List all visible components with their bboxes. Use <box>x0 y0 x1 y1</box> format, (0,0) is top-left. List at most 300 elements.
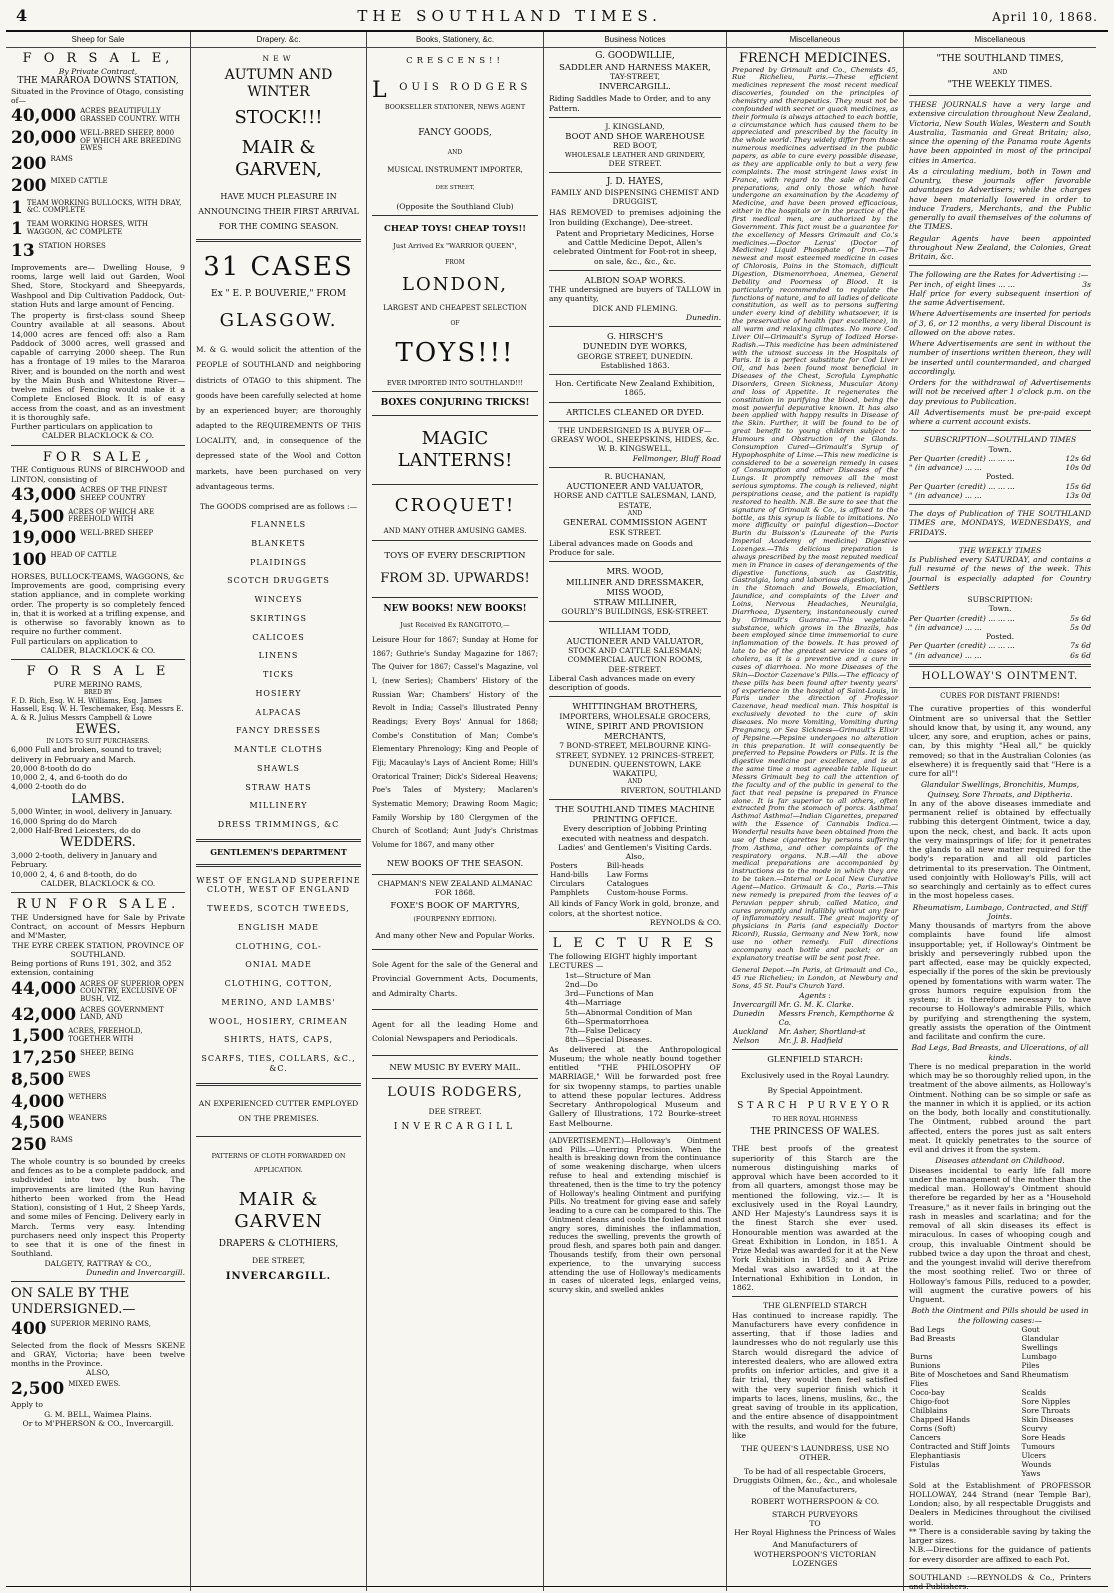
subscription-value: 7s 6d <box>1070 641 1091 651</box>
cell-left: Corns (Soft) <box>910 1424 956 1434</box>
business-addresses: 7 BOND-STREET, MELBOURNE KING-STREET, SYDNEY. 12 PRINCES-STREET, DUNEDIN. QUEENSTOWN, LAKE WAKATIPU, <box>555 741 715 779</box>
divider <box>549 799 721 800</box>
starch-sold: To be had of all respectable Grocers, Druggists Oilmen, &c., &c., and wholesale of the Manufacturers, <box>733 1466 897 1494</box>
bred-by: BRED BY <box>83 689 113 697</box>
column-header: Sheep for Sale <box>6 32 190 48</box>
rate-label: Per inch, of eight lines ... ... <box>909 279 1015 289</box>
gents-item: ENGLISH MADE <box>238 922 319 932</box>
cases-heading: 31 CASES <box>203 251 354 282</box>
cell-right: Skin Diseases <box>1021 1415 1074 1425</box>
ship-line: Ex " E. P. BOUVERIE," FROM <box>211 289 346 300</box>
drapery-body: M. & G. would solicit the attention of the PEOPLE of SOUTHLAND and neighboring districts of OTAGO to this shipment. The goods have been carefully selected at home by an experienced buyer; are thoroughly adapted to the REQUIREMENTS OF THIS LOCALITY, and, in consequence of the depressed state of the Wool and Cotton markets, have been purchased on very advantageous terms. <box>196 345 361 491</box>
divider <box>909 1568 1091 1569</box>
business-street: DEE STREET. <box>608 158 662 168</box>
business-name: W. B. KINGSWELL, <box>597 444 673 454</box>
cell-right: Tumours <box>1021 1442 1055 1452</box>
french-heading: FRENCH MEDICINES. <box>739 50 891 66</box>
subscription-row <box>909 454 1091 463</box>
ad-wood <box>549 566 721 616</box>
case-row <box>909 1325 1091 1334</box>
starch-body: THE best proofs of the greatest superiority of this Starch are the numerous distinguishing marks of approval which have been accorded to it from all quarters, amongst those may be mentioned the following, viz.:— It is exclusively used in the Royal Laundry, AND Her Majesty's Laundress says it is the finest Starch she ever used. Honourable mention was awarded at the Great Exhibition in London, in 1851. A Prize Medal was awarded for it at the New York Exhibition in 1853; and A Prize Medal was also awarded to it at the International Exhibition in London, in 1862. <box>732 1144 898 1292</box>
subscription-row <box>909 623 1091 632</box>
business-name-2: MISS WOOD, <box>606 586 664 597</box>
ointment-body: In any of the above diseases immediate and permanent relief is obtained by effectually rubbing this detergent Ointment, twice a day, upon the neck, chest, and back. It acts upon the very mainsprings of life; for it penetrates the glands to all new matter required for the body's reparation and all old particles detrimental to its preservation. The Ointment, used conjointly with Holloway's Pills, will act so searchingly and certainly as to effect cures in the most hopeless cases. <box>909 798 1091 901</box>
cell-right: Rheumatism <box>1021 1370 1069 1380</box>
breeders: F. D. Rich, Esq. W. H. Williams, Esq. James Hassell, Esq. W. H. Teschemaker, Esq. Messrs E. A. & R. Julius Messrs Campbell & Lowe <box>11 696 184 722</box>
lectures-heading: L E C T U R E S <box>552 936 718 952</box>
ad-buchanan <box>549 472 721 557</box>
case-row <box>909 1361 1091 1370</box>
wedder-line: 3,000 2-tooth, delivery in January and February. <box>11 851 158 870</box>
subscription-label: " (in advance) ... ... <box>909 622 982 632</box>
rodgers-trade: BOOKSELLER STATIONER, NEWS AGENT <box>384 103 526 112</box>
subscription-label: " (in advance) ... ... <box>909 650 982 660</box>
row-text: HEAD OF CATTLE <box>50 551 117 560</box>
divider <box>909 687 1091 688</box>
row-number: 44,000 <box>11 978 77 999</box>
column-miscellaneous-2 <box>904 32 1096 1591</box>
rate-note: Orders for the withdrawal of Advertisements will not be received after 1 o'clock p.m. on the day previous to Publication. <box>909 378 1091 406</box>
cell-right: Catalogues <box>606 879 649 889</box>
business-body: Liberal advances made on Goods and Produce for sale. <box>549 538 694 558</box>
rate-note: All Advertisements must be pre-paid except where a current account exists. <box>909 407 1091 426</box>
goods-item: SHAWLS <box>257 763 300 773</box>
divider <box>372 949 538 950</box>
cell-left: Hand-bills <box>550 870 589 880</box>
business-body: Every description of Jobbing Printing executed with neatness and despatch. <box>561 824 709 843</box>
case-row <box>909 1433 1091 1442</box>
lamb-line: 5,000 Winter, in wool, delivery in January. <box>11 807 173 817</box>
divider <box>549 172 721 173</box>
ad-heading: F O R S A L E, <box>22 50 174 66</box>
subscription-label: SUBSCRIPTION: <box>967 595 1033 604</box>
announcement: HAVE MUCH PLEASURE IN ANNOUNCING THEIR FIRST ARRIVAL FOR THE COMING SEASON. <box>198 192 359 232</box>
fancy-goods: FANCY GOODS, <box>418 128 492 139</box>
ad-whittingham <box>549 701 721 795</box>
goods-list <box>196 520 361 830</box>
case-row <box>909 1442 1091 1451</box>
printing-row <box>549 879 721 888</box>
case-row <box>909 1352 1091 1361</box>
row-number: 42,000 <box>11 1004 77 1025</box>
row-number: 4,500 <box>11 506 65 527</box>
number-row <box>11 128 185 153</box>
ad-french-medicines <box>732 51 898 1046</box>
posted-label: Posted. <box>985 472 1015 482</box>
cell-left: Elephantiasis <box>910 1451 961 1461</box>
ointment-sub-heading: Diseases attendant on Childhood. <box>935 1156 1065 1166</box>
row-text: WELL-BRED SHEEP <box>80 529 154 538</box>
divider <box>909 430 1091 431</box>
business-cert: Hon. Certificate New Zealand Exhibition, 1865. <box>555 379 715 398</box>
starch-manuf: And Manufacturers of <box>772 1540 858 1550</box>
lecture-item: 5th—Abnormal Condition of Man <box>565 1007 693 1017</box>
footer-town: INVERCARGILL. <box>225 1271 332 1283</box>
row-number: 4,500 <box>11 1113 65 1134</box>
divider <box>549 421 721 422</box>
business-name: WILLIAM TODD, <box>599 625 671 636</box>
business-name: J. KINGSLAND, <box>605 121 665 131</box>
patterns: PATTERNS OF CLOTH FORWARDED ON APPLICATION. <box>211 1152 346 1175</box>
book-list: Leisure Hour for 1867; Sunday at Home for 1867; Guthrie's Sunday Magazine for 1867; The Quiver for 1867; Cassel's Magazine, vol I, (new Series); Chambers' History of the Russian War; Chambers' History of the Revolt in India; Cassel's Illustrated Penny Readings; Every Boys' Annual for 1868; Combe's Constitution of Man; Combe's Elementary Phrenology; King and People of Fiji; Macaulay's Lays of Ancient Rome; Hill's Oratorical Trainer; Dick's Sidereal Heavens; Poe's Tales of Mystery; Maclaren's Systematic Memory; Drawing Room Magic; Family Worship by 180 Clergymen of the Church of Scotland; Aunt Judy's Christmas Volume for 1867, and many other <box>372 635 538 850</box>
divider <box>549 931 721 932</box>
ewe-line: 20,000 8-tooth do do <box>11 763 92 773</box>
cell-right: Bill-heads <box>606 861 644 871</box>
divider <box>372 540 538 541</box>
lamb-line: 2,000 Half-Bred Leicesters, do do <box>11 825 141 835</box>
popular: And many other New and Popular Works. <box>375 931 535 941</box>
music: NEW MUSIC BY EVERY MAIL. <box>389 1061 521 1072</box>
town-label: Town. <box>988 604 1012 614</box>
rate-note: Half price for every subsequent insertion of the same Advertisement. <box>909 288 1091 307</box>
subscription-rows <box>909 641 1091 660</box>
journal-body-2: As a circulating medium, both in Town and Country, these journals offer favorable advantages to Advertisers; while the charges have been materially lowered in order to induce Traders, Merchants, and the Public generally to avail themselves of the columns of the TIMES. <box>909 166 1091 232</box>
business-street: GEORGE STREET, DUNEDIN. <box>577 351 693 361</box>
starch-purveyors: STARCH PURVEYORS <box>772 1509 858 1519</box>
goods-item: SKIRTINGS <box>250 613 307 623</box>
ointment-body: Many thousands of martyrs from the above complaints have found life almost insupportable; yet, if Holloway's Ointment be briskly and perseveringly rubbed upon the part affected, ease may be quickly expected, especially if the pores of the skin be previously opened by fomentations with warm water. The gross humors require expulsion from the system; it is therefore necessary to have recourse to Holloway's admirable Pills, which by purifying and strengthening the system, greatly assists the operation of the Ointment and facilitate and confirm the cure. <box>909 921 1091 1042</box>
divider <box>909 95 1091 96</box>
business-body: Riding Saddles Made to Order, and to any Pattern. <box>549 94 711 113</box>
subscription-value: 5s 6d <box>1070 613 1091 623</box>
cell-left: Contracted and Stiff Joints <box>910 1442 1010 1452</box>
case-row <box>909 1451 1091 1460</box>
situated: Situated in the Province of Otago, consisting of— <box>11 86 184 106</box>
new-books: NEW BOOKS! NEW BOOKS! <box>383 604 527 615</box>
ad-kingswell <box>549 426 721 463</box>
rate-note: Where Advertisements are sent in without the number of insertions written thereon, they will be inserted until countermanded, and charged accordingly. <box>909 339 1091 376</box>
wedders-heading: WEDDERS. <box>60 835 136 851</box>
boxes: BOXES CONJURING TRICKS! <box>380 398 530 409</box>
divider <box>909 504 1091 505</box>
goods-item: FLANNELS <box>250 520 307 530</box>
agent-name: Mr. G. M. K. Clarke. <box>778 1000 854 1010</box>
business-agent: GENERAL COMMISSION AGENT <box>563 517 707 528</box>
business-fancy: All kinds of Fancy Work in gold, bronze, and colors, at the shortest notice. <box>549 899 720 918</box>
ewe-line: 4,000 2-tooth do do <box>11 782 87 792</box>
ad-heading: FOR SALE, <box>42 449 154 465</box>
business-name: MRS. WOOD, <box>606 566 664 577</box>
gents-item: WOOL, HOSIERY, CRIMEAN <box>209 1016 348 1026</box>
divider <box>549 117 721 118</box>
number-row <box>11 528 185 549</box>
case-row <box>909 1460 1091 1469</box>
number-row <box>11 198 185 219</box>
goods-item: WINCEYS <box>254 595 303 605</box>
subscription-rows <box>909 454 1091 473</box>
starch-princess-2: Her Royal Highness the Princess of Wales <box>734 1528 896 1537</box>
cell-left: Pamphlets <box>550 888 590 898</box>
rodgers-name: LOUIS RODGERS <box>372 78 532 104</box>
portions: Being portions of Runs 191, 302, and 352 extension, containing <box>11 959 172 978</box>
subscription-label: Per Quarter (credit) ... ... ... <box>909 481 1015 491</box>
row-number: 2,500 <box>11 1378 65 1399</box>
cell-right: Sore Throats <box>1021 1406 1071 1416</box>
row-number: 400 <box>11 1318 47 1339</box>
ad-lead: THE Contiguous RUNS of BIRCHWOOD and LINTON, consisting of <box>11 465 185 484</box>
number-row <box>11 550 185 571</box>
case-row <box>909 1388 1091 1397</box>
business-trade: BOOT AND SHOE WAREHOUSE <box>565 131 705 142</box>
rate-row <box>909 280 1091 289</box>
cell-right: Scurvy <box>1021 1424 1048 1434</box>
improvements: Improvements are— Dwelling House, 9 rooms, large well laid out Garden, Wool Shed, Store, Stockyard and Sheepyards, Washpool and Dip Cultivation Paddock, Out-station Huts and large amount of Fencing. <box>11 262 185 309</box>
masthead <box>6 6 1108 32</box>
cell-right: Sore Heads <box>1021 1433 1066 1443</box>
column-header: Business Notices <box>544 32 726 48</box>
business-body-2: Patent and Proprietary Medicines, Horse and Cattle Medicine Depot, Allen's celebrated Ointment for Foot-rot in sheep, on sale, &c., &c., &c. <box>553 228 717 266</box>
rate-value: 3s <box>1082 279 1091 289</box>
lecture-item: 4th—Marriage <box>565 998 622 1008</box>
gents-item: TWEEDS, SCOTCH TWEEDS, <box>207 904 350 914</box>
lecture-item: 7th—False Delicacy <box>565 1026 641 1036</box>
number-row <box>11 507 185 528</box>
ad-sub: By Private Contract, <box>58 66 138 76</box>
business-name: THE SOUTHLAND TIMES MACHINE PRINTING OFFICE. <box>555 803 715 825</box>
lectures-body: As delivered at the Anthropological Museum; the whole neatly bound together entitled "THE PHILOSOPHY OF MARRIAGE," Will be forwarded post free for six twopenny stamps, to parties unable to attend these popular lectures. Address Secretary Anthropological Museum and Gallery of Illustrations, 172 Bourke-street East Melbourne. <box>549 1044 721 1128</box>
row-text: EWES <box>68 1070 91 1079</box>
arrived: Just Arrived Ex "WARRIOR QUEEN", <box>393 242 517 251</box>
rate-note: Where Advertisements are inserted for periods of 3, 6, or 12 months, a very liberal Discount is allowed on the above rates. <box>909 309 1091 337</box>
contact-name: Or to M'PHERSON & CO., Invercargill. <box>22 1418 174 1428</box>
business-address: GOURLY'S BUILDINGS, ESK-STREET. <box>561 607 709 617</box>
row-text: STATION HORSES <box>38 242 106 251</box>
divider <box>196 1083 361 1086</box>
agent-place: Auckland <box>733 1027 768 1037</box>
starch-purveyor: STARCH PURVEYOR <box>737 1101 893 1111</box>
agent-name: Messrs French, Kempthorne & Co. <box>778 1009 895 1028</box>
divider <box>196 839 361 842</box>
ad-body: Improvements are good, comprising every station appliance, and in complete working order. The property is so completely fenced in, that it is worked at a trifling expense, and is otherwise so favorably known as to require no further comment. <box>11 581 186 637</box>
cell-left: Coco-bay <box>910 1388 945 1398</box>
case-row <box>909 1406 1091 1415</box>
starch-to: TO HER ROYAL HIGHNESS <box>772 1115 858 1123</box>
row-text: ACRES OF WHICH ARE FREEHOLD WITH <box>68 507 155 524</box>
number-row <box>11 1005 185 1026</box>
column-miscellaneous-1 <box>727 32 904 1591</box>
cell-right: Glandular Swellings <box>1021 1334 1059 1353</box>
station-name: THE EYRE CREEK STATION, PROVINCE OF SOUTHLAND. <box>11 940 185 959</box>
glasgow-heading: GLASGOW. <box>219 310 338 332</box>
gents-list <box>196 876 361 1074</box>
case-row <box>909 1469 1091 1478</box>
publication-days: The days of Publication of THE SOUTHLAND TIMES are, MONDAYS, WEDNESDAYS, and FRIDAYS. <box>909 509 1091 537</box>
from: FROM <box>445 258 465 266</box>
goods-item: DRESS TRIMMINGS, &C <box>217 820 340 830</box>
business-articles: ARTICLES CLEANED OR DYED. <box>566 406 704 417</box>
subscription-label: Per Quarter (credit) ... ... ... <box>909 453 1015 463</box>
lecture-item: 8th—Special Diseases. <box>565 1035 653 1045</box>
cell-right: Ulcers <box>1021 1451 1046 1461</box>
footer-town: INVERCARGILL <box>393 1122 517 1133</box>
cell-left: Chilblains <box>910 1406 948 1416</box>
toys-every: TOYS OF EVERY DESCRIPTION <box>384 550 526 561</box>
wedder-line: 10,000 2, 4, 6 and 8-tooth, do do <box>11 869 137 879</box>
ointment-sold: Sold at the Establishment of PROFESSOR HOLLOWAY, 244 Strand (near Temple Bar), London; also, by all respectable Druggists and Dealers in Medicines throughout the civilised world. <box>909 1480 1091 1527</box>
divider <box>549 270 721 271</box>
business-name: J. D. HAYES, <box>606 177 664 187</box>
row-text: SHEEP, BEING <box>80 1049 134 1058</box>
mair-garven-heading: MAIR & GARVEN, <box>235 137 322 181</box>
opposite: (Opposite the Southland Club) <box>396 201 514 211</box>
divider <box>196 239 361 242</box>
row-number: 40,000 <box>11 106 77 127</box>
printer-imprint: SOUTHLAND :—REYNOLDS & Co., Printers and Publishers. <box>909 1572 1091 1591</box>
subscription-value: 6s 6d <box>1070 650 1091 660</box>
number-rows <box>11 106 185 261</box>
row-number: 250 <box>11 1135 47 1156</box>
apply-line: Full particulars on application to <box>11 636 138 646</box>
divider <box>549 1132 721 1133</box>
crescens: CRESCENS!! <box>406 55 504 66</box>
contact-name: G. M. BELL, Waimea Plains. <box>44 1409 152 1419</box>
newspaper-title: THE SOUTHLAND TIMES. <box>357 7 662 25</box>
footer-name: MAIR & GARVEN <box>234 1189 323 1233</box>
gents-item: SHIRTS, HATS, CAPS, <box>223 1035 334 1045</box>
colonial: Agent for all the leading Home and Colonial Newspapers and Periodicals. <box>372 1019 538 1044</box>
and: AND <box>992 68 1008 76</box>
new-books-season: NEW BOOKS OF THE SEASON. <box>386 857 524 868</box>
divider <box>549 402 721 403</box>
business-trade: AUCTIONEER AND VALUATOR, <box>566 481 704 492</box>
firm-name: CALDER BLACKLOCK & CO. <box>41 431 155 441</box>
row-text: TEAM WORKING BULLOCKS, WITH DRAY, &C. COMPLETE <box>26 198 182 215</box>
number-row <box>11 106 185 127</box>
ad-lead: THE Undersigned have for Sale by Private Contract, on account of Messrs Hepburn and M'Master, <box>11 912 185 941</box>
cell-left <box>909 1469 1021 1478</box>
business-works: DUNEDIN DYE WORKS, <box>582 341 688 352</box>
cell-right: Piles <box>1021 1361 1040 1371</box>
row-text: TEAM WORKING HORSES, WITH WAGGON, &C COMPLETE <box>26 220 148 237</box>
footer-name: LOUIS RODGERS, <box>387 1085 523 1101</box>
and: AND <box>447 149 463 157</box>
cell-left: Chapped Hands <box>910 1415 970 1425</box>
subscription-row <box>909 651 1091 660</box>
ad-todd <box>549 626 721 693</box>
row-text: ACRES OF SUPERIOR OPEN COUNTRY, EXCLUSIVE OF BUSH, VIZ. <box>80 979 185 1003</box>
business-place: Fellmonger, Bluff Road <box>632 453 721 463</box>
firm-name: CALDER, BLACKLOCK & CO. <box>40 645 156 655</box>
subscription-rows <box>909 482 1091 501</box>
number-rows <box>11 979 185 1156</box>
lecture-item: 6th—Spermatorrhoea <box>565 1016 649 1026</box>
station-name: THE MARAROA DOWNS STATION, <box>17 75 179 86</box>
business-trade: FAMILY AND DISPENSING CHEMIST AND DRUGGIST, <box>550 187 720 207</box>
printing-row <box>549 870 721 879</box>
cell-right: Sore Nipples <box>1021 1397 1071 1407</box>
subscription-rows <box>909 614 1091 633</box>
business-name: WHITTINGHAM BROTHERS, <box>572 701 698 712</box>
goods-item: STRAW HATS <box>245 782 312 792</box>
divider <box>372 215 538 216</box>
row-text: ACRES OF THE FINEST SHEEP COUNTRY <box>80 485 168 502</box>
subscription-value: 13s 0d <box>1065 490 1091 500</box>
subscription-value: 15s 6d <box>1065 481 1091 491</box>
divider <box>372 874 538 875</box>
wedder-lines <box>11 851 185 879</box>
ad-hayes <box>549 177 721 266</box>
ointment-body: There is no medical preparation in the world which may be so thoroughly relied upon, in the treatment of the above ailments, as Holloway's Ointment. Nothing can be so simple or safe as the manner in which it is applied, or its action on the body, both locally and constitutionally. The Ointment, rubbed around the part affected, enters the pores just as salt enters meat. It quickly penetrates to the source of evil and drives it from the system. <box>909 1061 1091 1155</box>
gents-item: ONIAL MADE <box>245 960 312 970</box>
business-name: ALBION SOAP WORKS. <box>584 274 686 285</box>
cell-right: Wounds <box>1021 1460 1052 1470</box>
row-text: WEANERS <box>68 1114 107 1123</box>
starch-by: By Special Appointment. <box>767 1085 863 1095</box>
foxe: FOXE'S BOOK OF MARTYRS, <box>390 901 520 912</box>
ointment-body: Diseases incidental to early life fall more under the management of the mother than the medical man. Holloway's Ointment should therefore be regarded by her as a "Household Treasure," as it never fails in bringing out the rash in measles and scarlatina; and for the removal of all skin diseases its effect is miraculous. In cases of whooping cough and croup, this invaluable Ointment should be rubbed twice a day upon the throat and chest, and the youngest invalid will derive therefrom the most soothing relief. Two or three of Holloway's famous Pills, reduced to a powder, will augment the curative powers of his Unguent. <box>909 1165 1091 1305</box>
ad-body: The whole country is so bounded by creeks and fences as to be a complete paddock, and subdivided into two by bush. The improvements are limited (the Run having hitherto been worked from the Head Station), consisting of 1 Hut, 2 Sheep Yards, and some miles of Fencing. Delivery early in March. Terms very easy. Intending purchasers need only inspect this Property to see that it is one of the finest in Southland. <box>11 1156 185 1259</box>
subscription-row <box>909 614 1091 623</box>
ointment-saving: ** There is a considerable saving by taking the larger sizes. <box>909 1526 1091 1545</box>
divider <box>372 1055 538 1056</box>
gents-item: MERINO, AND LAMBS' <box>221 997 336 1007</box>
ad-albion <box>549 275 721 322</box>
ointment-sub: CURES FOR DISTANT FRIENDS! <box>940 691 1060 700</box>
business-body: Liberal Cash advances made on every description of goods. <box>549 673 696 693</box>
agent-row <box>732 1027 898 1036</box>
apply-line: Further particulars on application to <box>11 422 153 432</box>
row-text: ACRES, FREEHOLD, TOGETHER WITH <box>68 1027 143 1044</box>
ad-heading: RUN FOR SALE. <box>16 897 180 912</box>
divider <box>549 467 721 468</box>
footer-trade: DRAPERS & CLOTHIERS, <box>218 1239 339 1250</box>
number-row <box>11 1092 185 1113</box>
goods-item: TICKS <box>262 670 295 680</box>
of: OF <box>450 320 460 328</box>
number-row <box>11 1070 185 1091</box>
cutter: AN EXPERIENCED CUTTER EMPLOYED ON THE PREMISES. <box>198 1098 359 1123</box>
divider <box>732 1049 898 1050</box>
business-sub: STOCK AND CATTLE SALESMAN; COMMERCIAL AUCTION ROOMS, <box>567 646 703 665</box>
ointment-body: The curative properties of this wonderful Ointment are so universal that the Settler should know that, by using it, any wound, any ulcer, any sore, and eruption, aches or pains, can, by this mighty "Heal all," be quickly removed; so that in the Australian Colonies (as elsewhere) it is frequently said that "Here is a cure for all"! <box>909 704 1091 779</box>
holloway-advert: (ADVERTISEMENT.)—Holloway's Ointment and Pills.—Unerring Precision. When the health is breaking down from the continuance of some weakening discharge, when ulcers refuse to heal and extending mischief is threatened, then is the time to try the potency of Holloway's healing Ointment and purifying Pills. No treatment for giving ease and safely leading to a cure can be compared to this. The Ointment cleans and cools the fouled and most angry sores, diminishes the inflammation, reduces the swelling, prevents the growth of proud flesh, and spares both pain and danger. Thousands testify, from their own personal experience, to the unvarying success attending the use of Holloway's medicaments in cases of ulcerated legs, enlarged veins, scurvy skin, and swelled ankles <box>549 1135 721 1295</box>
business-name: G. HIRSCH'S <box>606 331 664 342</box>
business-trade-2: STRAW MILLINER, <box>593 597 677 608</box>
cell-left: Chigo-foot <box>910 1397 950 1407</box>
printing-row <box>549 888 721 897</box>
subscription-row <box>909 491 1091 500</box>
starch-heading-2: THE GLENFIELD STARCH <box>763 1301 867 1311</box>
column-header: Miscellaneous <box>904 32 1096 48</box>
divider <box>372 391 538 392</box>
business-place: Dunedin. <box>686 312 721 322</box>
number-row <box>11 1135 185 1156</box>
agent: Sole Agent for the sale of the General and Provincial Government Acts, Documents, and Admiralty Charts. <box>372 959 538 998</box>
cell-right: Gout <box>1021 1324 1040 1334</box>
row-text: MIXED EWES. <box>68 1379 121 1388</box>
ewes-heading: EWES. <box>75 722 121 738</box>
column-header: Books, Stationery, &c. <box>367 32 543 48</box>
business-sub: WHOLESALE LEATHER AND GRINDERY, <box>564 150 706 159</box>
ad-printing-office <box>549 804 721 927</box>
comprised: The GOODS comprised are as follows :— <box>199 501 358 511</box>
starch-body-2: Has continued to increase rapidly. The Manufacturers have every confidence in asserting, that if those ladies and laundresses who do not regularly use this Starch would disregard the advice of interested dealers, who are allowed extra profits on inferior articles, and give it a fair trial, they would then feel satisfied with the very superior finish which it imparts to laces, linens, muslins, &c., the great saving of trouble in its application, and the entire absence of disappointment with the results, and would for the future, like <box>732 1310 898 1440</box>
goods-item: MANTLE CLOTHS <box>234 745 323 755</box>
ad-body: The property is first-class sound Sheep Country available at all seasons. About 14,000 acres are fenced off: also a Ram Paddock of 3000 acres, well grassed and capable of carrying 2000 sheep. The Run has a frontage of 19 miles to the Mararoa River, and is bounded on the north and west by the Main Bush and Whitestone River—twelve miles of Fencing would make it a Complete Enclosed Block. It is of easy access from the coast, and as an investment it is thoroughly safe. <box>11 311 185 422</box>
number-rows <box>11 485 185 571</box>
new-line: NEW <box>262 53 295 63</box>
goods-item: FANCY DRESSES <box>236 726 321 736</box>
case-row <box>909 1334 1091 1352</box>
cell-right: Law Forms <box>606 870 649 880</box>
divider <box>372 1078 538 1079</box>
row-text: RAMS <box>50 1136 73 1145</box>
ad-body: Selected from the flock of Messrs SKENE and GRAY, Victoria; have been twelve months in the Province. <box>11 1340 185 1369</box>
row-number: 8,500 <box>11 1069 65 1090</box>
subscription-label: " (in advance) ... ... <box>909 490 982 500</box>
column-drapery <box>191 32 367 1591</box>
cell-left: Bite of Moschetoes and Sand Flies <box>910 1370 1020 1389</box>
